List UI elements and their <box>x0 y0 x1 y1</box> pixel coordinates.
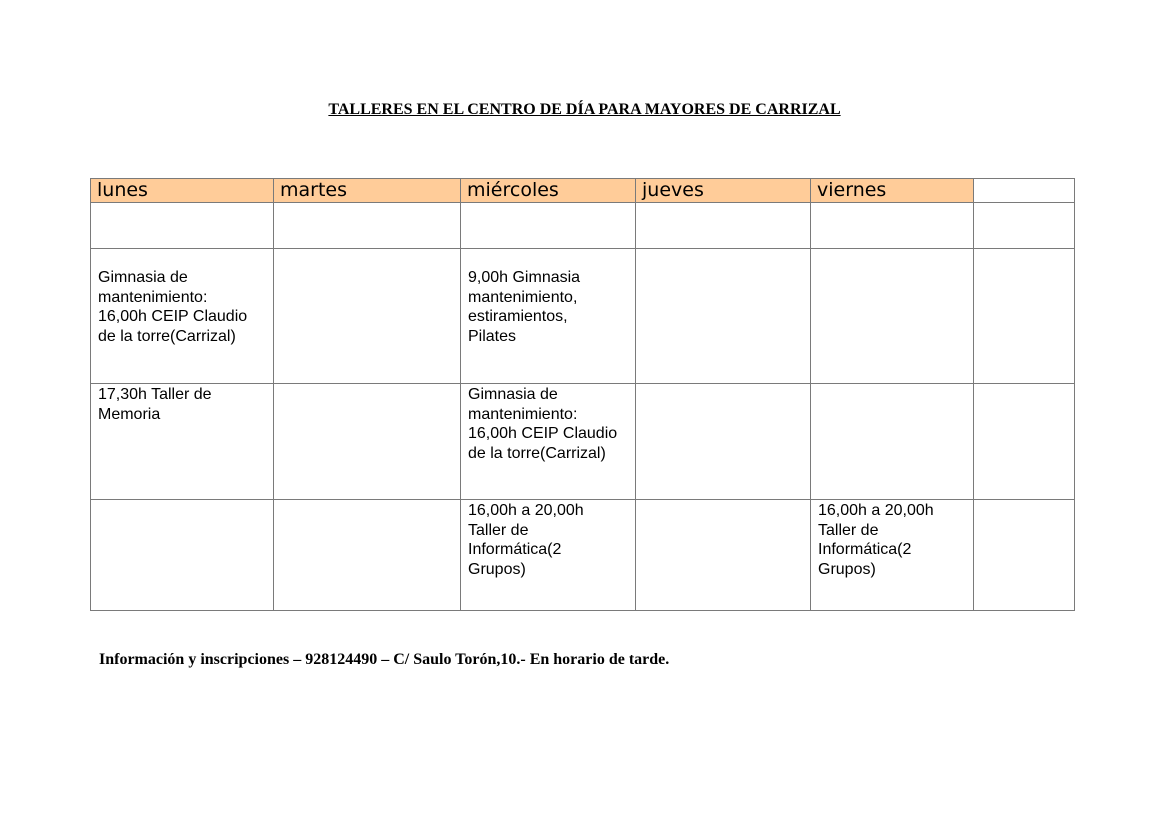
page-title: TALLERES EN EL CENTRO DE DÍA PARA MAYORES DE CARRIZAL <box>328 101 841 118</box>
contact-info: Información y inscripciones – 928124490 – C/ Saulo Torón,10.- En horario de tarde. <box>99 651 670 668</box>
table-cell <box>974 384 1075 500</box>
header-martes: martes <box>274 179 461 203</box>
table-row <box>91 500 1075 611</box>
table-cell <box>636 500 811 611</box>
schedule-table <box>90 178 1075 611</box>
table-cell <box>974 500 1075 611</box>
table-cell <box>636 203 811 249</box>
table-cell <box>811 203 974 249</box>
table-cell: Gimnasia de mantenimiento: 16,00h CEIP Claudio de la torre(Carrizal) <box>461 384 636 500</box>
table-cell <box>274 500 461 611</box>
header-blank <box>974 179 1075 203</box>
table-row <box>91 384 1075 500</box>
header-jueves: jueves <box>636 179 811 203</box>
table-cell <box>274 384 461 500</box>
table-cell <box>91 203 274 249</box>
table-cell: 16,00h a 20,00h Taller de Informática(2 Grupos) <box>461 500 636 611</box>
table-cell <box>636 384 811 500</box>
table-cell: Gimnasia de mantenimiento: 16,00h CEIP Claudio de la torre(Carrizal) <box>91 249 274 384</box>
table-cell <box>274 249 461 384</box>
table-row <box>91 203 1075 249</box>
table-cell <box>91 500 274 611</box>
table-cell: 16,00h a 20,00h Taller de Informática(2 Grupos) <box>811 500 974 611</box>
header-miercoles: miércoles <box>461 179 636 203</box>
table-cell <box>811 249 974 384</box>
header-viernes: viernes <box>811 179 974 203</box>
table-cell <box>461 203 636 249</box>
header-lunes: lunes <box>91 179 274 203</box>
table-row <box>91 249 1075 384</box>
table-cell <box>636 249 811 384</box>
table-cell <box>974 203 1075 249</box>
table-cell <box>811 384 974 500</box>
table-cell <box>274 203 461 249</box>
table-cell: 17,30h Taller de Memoria <box>91 384 274 500</box>
table-cell <box>974 249 1075 384</box>
table-header-row <box>91 179 1075 203</box>
table-cell: 9,00h Gimnasia mantenimiento, estiramientos, Pilates <box>461 249 636 384</box>
